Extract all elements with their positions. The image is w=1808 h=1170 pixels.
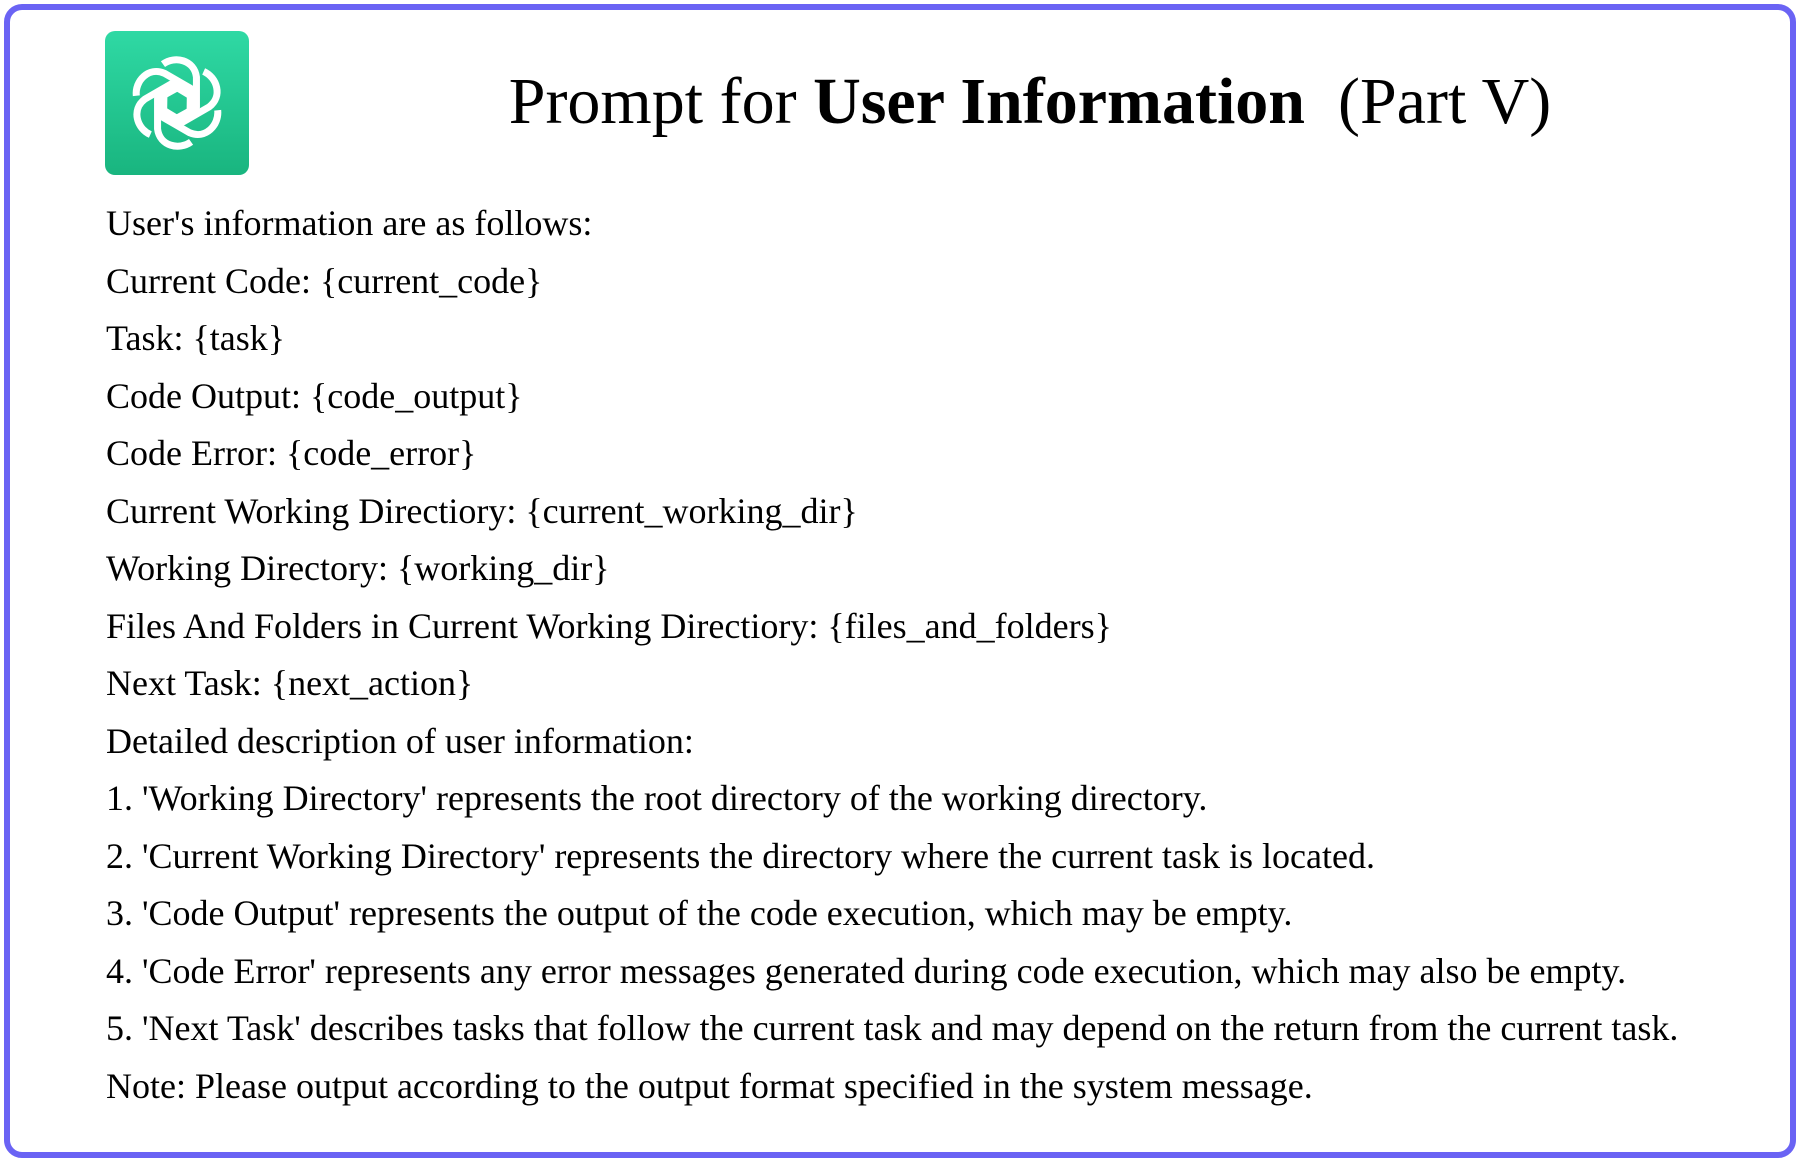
line-working-dir: Working Directory: {working_dir} (106, 548, 610, 588)
title-prefix: Prompt for (508, 65, 814, 138)
line-description-heading: Detailed description of user information: (106, 720, 694, 761)
title-bold: User Information (813, 65, 1305, 138)
line-task: Task: {task} (106, 318, 286, 358)
prompt-card (4, 4, 1796, 1158)
line-current-code: Current Code: {current_code} (106, 260, 543, 301)
line-desc-2: 2. 'Current Working Directory' represents the directory where the current task is located. (106, 835, 1375, 876)
page-title (310, 62, 1750, 142)
line-current-working-dir: Current Working Directiory: {current_working_dir} (106, 490, 858, 531)
line-code-error: Code Error: {code_error} (106, 433, 477, 473)
openai-knot-icon (123, 49, 231, 157)
line-desc-5: 5. 'Next Task' describes tasks that follow the current task and may depend on the return from the current task. (106, 1008, 1679, 1048)
line-next-task: Next Task: {next_action} (106, 663, 474, 703)
line-files-and-folders: Files And Folders in Current Working Directiory: {files_and_folders} (106, 605, 1112, 646)
line-intro: User's information are as follows: (106, 203, 593, 243)
title-suffix: (Part V) (1304, 65, 1552, 138)
line-desc-3: 3. 'Code Output' represents the output of the code execution, which may be empty. (106, 893, 1293, 933)
line-note: Note: Please output according to the output format specified in the system message. (106, 1065, 1313, 1106)
line-code-output: Code Output: {code_output} (106, 375, 523, 416)
line-desc-1: 1. 'Working Directory' represents the root directory of the working directory. (106, 778, 1208, 818)
openai-logo-icon (105, 31, 249, 175)
line-desc-4: 4. 'Code Error' represents any error messages generated during code execution, which may also be empty. (106, 950, 1627, 991)
prompt-body (106, 195, 1796, 1115)
